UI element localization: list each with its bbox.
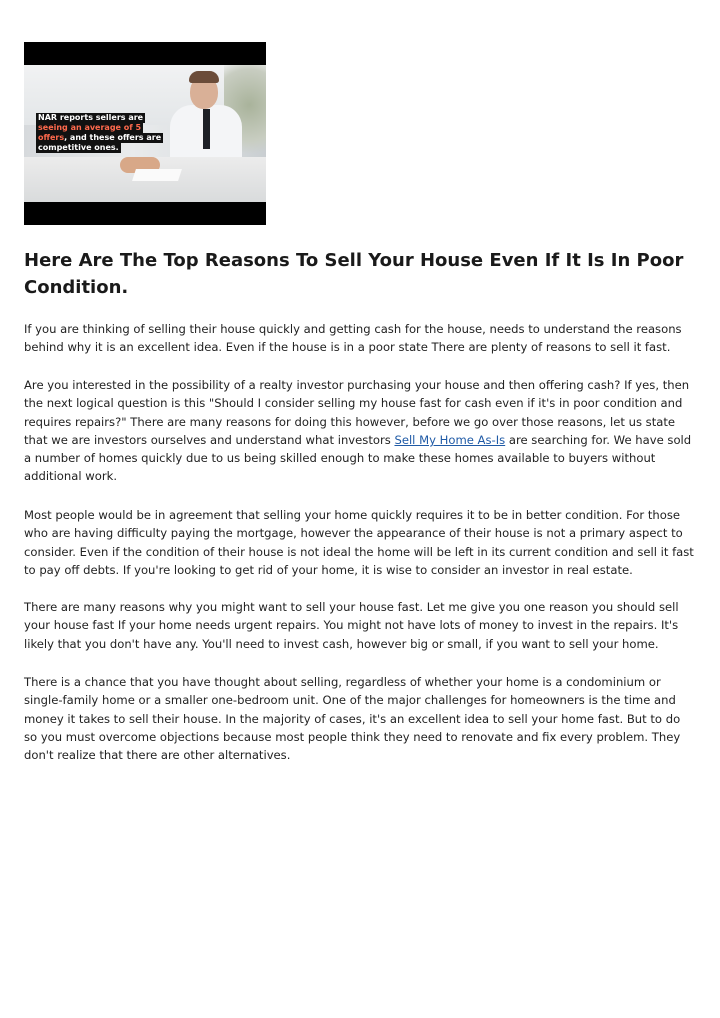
- caption-text: seeing an average of 5: [38, 123, 142, 132]
- paragraph-2-text-after: are searching for. We have sold a number of homes quickly due to us being skilled enough to make these homes available to buyers without additional work.: [24, 432, 692, 484]
- paragraph-5: There is a chance that you have thought about selling, regardless of whether your home is a condominium or single-family home or a smaller one-bedroom unit. One of the major challenges for homeowners is the time and money it takes to sell their house. In the majority of cases, it's an excellent idea to sell your home fast. But to do so you must overcome objections because most people think they need to renovate and fix every problem. They don't realize that there are other alternatives.: [24, 675, 681, 763]
- article-title: Here Are The Top Reasons To Sell Your House Even If It Is In Poor Condition.: [24, 250, 684, 298]
- caption-text: competitive ones.: [38, 143, 119, 152]
- person-hair: [189, 71, 219, 83]
- video-frame: [24, 65, 266, 202]
- caption-text: , and these offers are: [64, 133, 162, 142]
- caption-line: [36, 133, 163, 143]
- paragraph-3: Most people would be in agreement that selling your home quickly requires it to be in better condition. For those who are having difficulty paying the mortgage, however the appearance of their house is not a primary aspect to consider. Even if the condition of their house is not ideal the home will be left in its current condition and sell it fast to pay off debts. If you're looking to get rid of your home, it is wise to consider an investor in real estate.: [24, 508, 694, 577]
- sell-my-home-as-is-link[interactable]: Sell My Home As-Is: [394, 432, 506, 447]
- paragraph-1: If you are thinking of selling their house quickly and getting cash for the house, needs to understand the reasons behind why it is an excellent idea. Even if the house is in a poor state There are plenty of reasons to sell it fast.: [24, 322, 682, 355]
- caption-text: NAR reports sellers are: [38, 113, 144, 122]
- paragraph-2-text-before: Are you interested in the possibility of a realty investor purchasing your house and then offering cash? If yes, then the next logical question is this "Should I consider selling my house fast for cash even if it's in poor condition and requires repairs?" There are many reasons for doing this however, before we go over those reasons, let us state that we are investors ourselves and understand what investors: [24, 378, 690, 447]
- paragraph-4: There are many reasons why you might want to sell your house fast. Let me give you one reason you should sell your house fast If your home needs urgent repairs. You might not have lots of money to invest in the repairs. It's likely that you don't have any. You'll need to invest cash, however big or small, if you want to sell your home.: [24, 600, 679, 651]
- caption-line: [36, 143, 121, 153]
- caption-line: [36, 113, 145, 123]
- papers: [132, 169, 182, 181]
- person-tie: [203, 109, 210, 149]
- video-thumbnail[interactable]: [24, 42, 266, 225]
- video-caption: [36, 113, 163, 153]
- caption-line: [36, 123, 143, 133]
- caption-text: offers: [38, 133, 65, 142]
- paragraph-2: [24, 376, 696, 486]
